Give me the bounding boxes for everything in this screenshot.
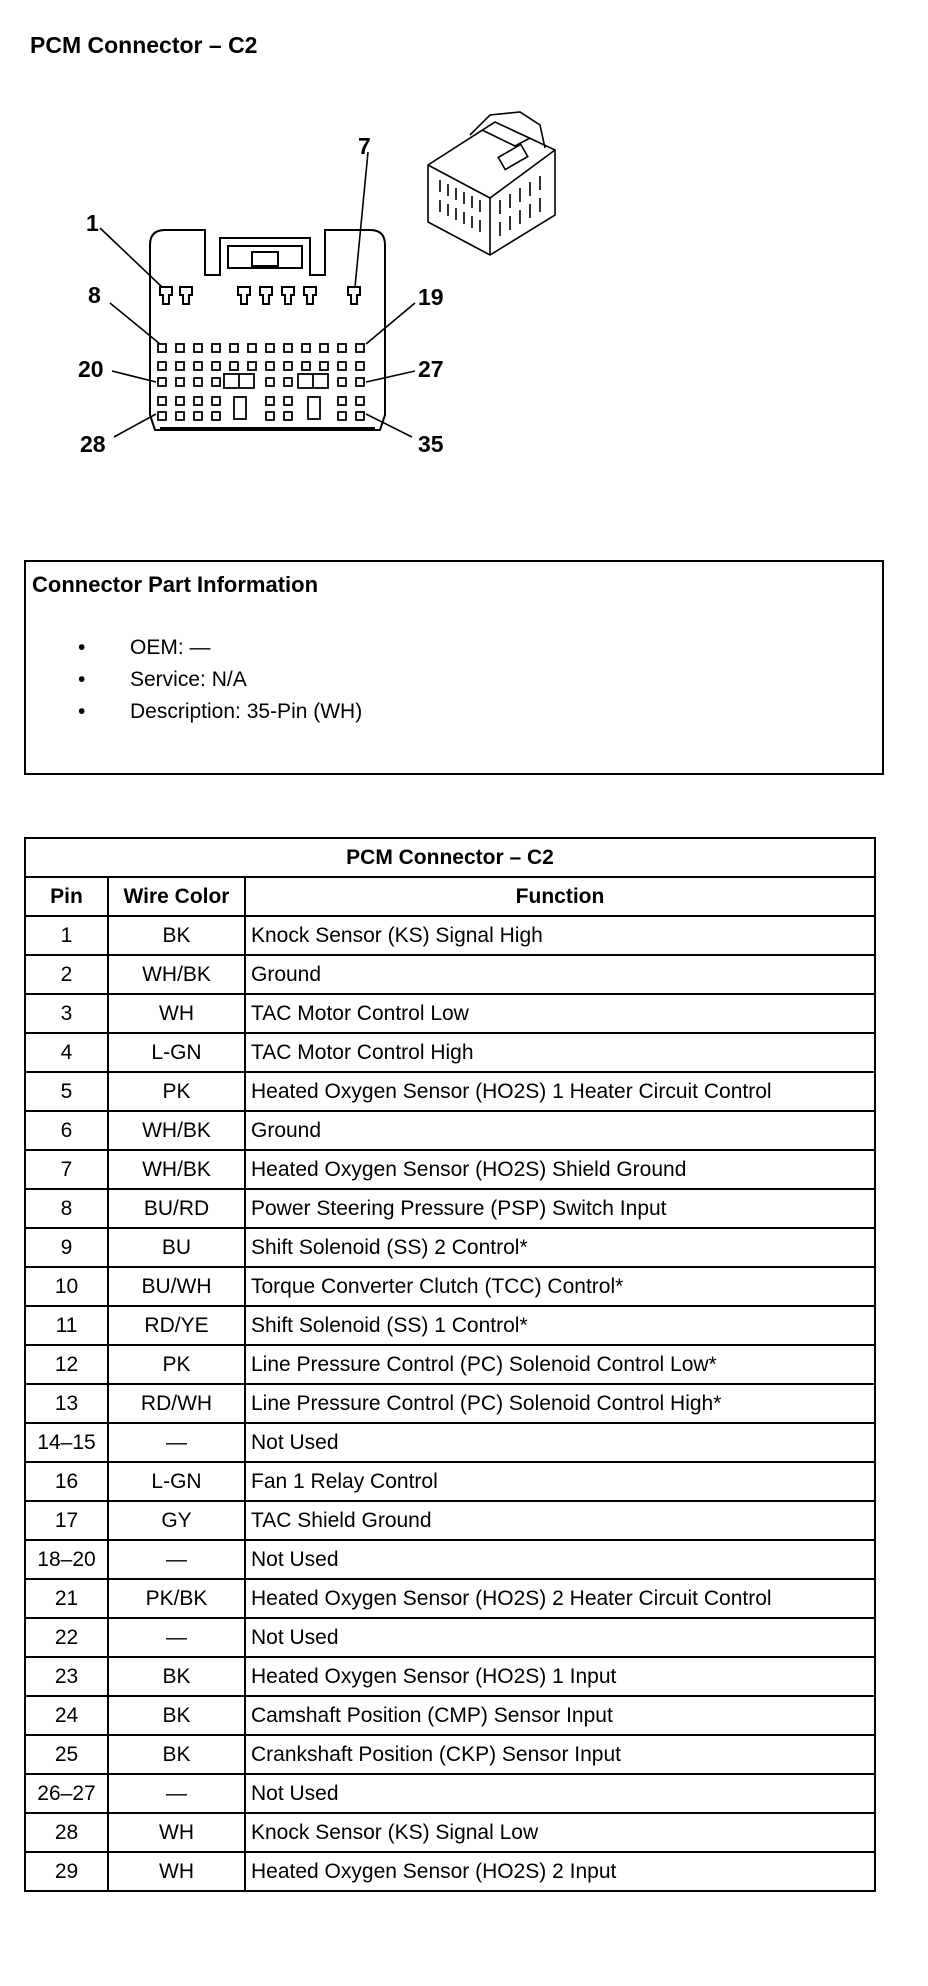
- pin-cell: 4: [25, 1033, 108, 1072]
- table-row: [25, 1618, 875, 1657]
- part-info-service: Service: N/A: [130, 668, 247, 691]
- wire-color-cell: WH/BK: [108, 1111, 245, 1150]
- function-cell: Shift Solenoid (SS) 2 Control*: [245, 1228, 875, 1267]
- header-function: Function: [245, 877, 875, 916]
- table-row: [25, 1813, 875, 1852]
- leader-lines: [100, 152, 415, 437]
- bullet-icon: •: [78, 668, 86, 691]
- wire-color-cell: BU: [108, 1228, 245, 1267]
- wire-color-cell: WH/BK: [108, 1150, 245, 1189]
- function-cell: Torque Converter Clutch (TCC) Control*: [245, 1267, 875, 1306]
- table-row: [25, 1696, 875, 1735]
- table-row: [25, 955, 875, 994]
- part-info-list: [26, 632, 362, 728]
- function-cell: Not Used: [245, 1540, 875, 1579]
- table-row: [25, 1267, 875, 1306]
- table-row: [25, 1657, 875, 1696]
- wire-color-cell: L-GN: [108, 1462, 245, 1501]
- wire-color-cell: GY: [108, 1501, 245, 1540]
- part-info-heading: Connector Part Information: [32, 572, 319, 597]
- table-row: [25, 1189, 875, 1228]
- function-cell: Line Pressure Control (PC) Solenoid Control High*: [245, 1384, 875, 1423]
- function-cell: Not Used: [245, 1423, 875, 1462]
- function-cell: TAC Shield Ground: [245, 1501, 875, 1540]
- function-cell: Heated Oxygen Sensor (HO2S) 2 Heater Circuit Control: [245, 1579, 875, 1618]
- wire-color-cell: BK: [108, 1735, 245, 1774]
- pin-cell: 6: [25, 1111, 108, 1150]
- part-info-description: Description: 35-Pin (WH): [130, 700, 363, 723]
- pin-cell: 18–20: [25, 1540, 108, 1579]
- pin-label-28: 28: [80, 431, 106, 457]
- pin-cell: 1: [25, 916, 108, 955]
- function-cell: Heated Oxygen Sensor (HO2S) 1 Input: [245, 1657, 875, 1696]
- wire-color-cell: —: [108, 1423, 245, 1462]
- pin-cell: 12: [25, 1345, 108, 1384]
- pin-cell: 23: [25, 1657, 108, 1696]
- pin-cell: 3: [25, 994, 108, 1033]
- table-row: [25, 1462, 875, 1501]
- function-cell: Not Used: [245, 1774, 875, 1813]
- header-pin: Pin: [25, 877, 108, 916]
- connector-diagram: [0, 0, 928, 480]
- table-row: [25, 1150, 875, 1189]
- table-caption-row: [25, 838, 875, 877]
- table-row: [25, 1423, 875, 1462]
- table-row: [25, 1579, 875, 1618]
- wire-color-cell: BU/WH: [108, 1267, 245, 1306]
- wire-color-cell: PK/BK: [108, 1579, 245, 1618]
- connector-part-info: [24, 560, 884, 775]
- wire-color-cell: RD/WH: [108, 1384, 245, 1423]
- connector-3d-view: [428, 112, 555, 255]
- pin-cell: 17: [25, 1501, 108, 1540]
- table-row: [25, 994, 875, 1033]
- page-title: PCM Connector – C2: [30, 32, 258, 58]
- function-cell: TAC Motor Control Low: [245, 994, 875, 1033]
- table-row: [25, 1540, 875, 1579]
- connector-face: [150, 230, 385, 430]
- pin-cell: 22: [25, 1618, 108, 1657]
- table-row: [25, 1306, 875, 1345]
- pin-cell: 26–27: [25, 1774, 108, 1813]
- table-row: [25, 1228, 875, 1267]
- table-row: [25, 1735, 875, 1774]
- pin-label-35: 35: [418, 431, 444, 457]
- function-cell: Camshaft Position (CMP) Sensor Input: [245, 1696, 875, 1735]
- pin-label-19: 19: [418, 284, 444, 310]
- part-info-item: [26, 696, 362, 728]
- function-cell: Heated Oxygen Sensor (HO2S) Shield Ground: [245, 1150, 875, 1189]
- pin-label-8: 8: [88, 282, 101, 308]
- function-cell: Crankshaft Position (CKP) Sensor Input: [245, 1735, 875, 1774]
- pin-cell: 16: [25, 1462, 108, 1501]
- function-cell: Power Steering Pressure (PSP) Switch Input: [245, 1189, 875, 1228]
- table-caption: PCM Connector – C2: [25, 838, 875, 877]
- pin-cell: 7: [25, 1150, 108, 1189]
- wire-color-cell: —: [108, 1774, 245, 1813]
- part-info-item: [26, 664, 362, 696]
- table-row: [25, 1033, 875, 1072]
- table-row: [25, 1774, 875, 1813]
- pin-cell: 29: [25, 1852, 108, 1891]
- function-cell: Knock Sensor (KS) Signal High: [245, 916, 875, 955]
- pin-label-20: 20: [78, 356, 104, 382]
- pin-cell: 8: [25, 1189, 108, 1228]
- wire-color-cell: BK: [108, 1696, 245, 1735]
- wire-color-cell: L-GN: [108, 1033, 245, 1072]
- table-body: [25, 916, 875, 1891]
- pin-cell: 2: [25, 955, 108, 994]
- pin-cell: 5: [25, 1072, 108, 1111]
- table-row: [25, 1345, 875, 1384]
- pin-label-7: 7: [358, 133, 371, 159]
- wire-color-cell: WH/BK: [108, 955, 245, 994]
- wire-color-cell: WH: [108, 1813, 245, 1852]
- function-cell: Knock Sensor (KS) Signal Low: [245, 1813, 875, 1852]
- pinout-table: [24, 837, 876, 1892]
- table-row: [25, 1501, 875, 1540]
- pin-cell: 25: [25, 1735, 108, 1774]
- part-info-oem: OEM: —: [130, 636, 211, 659]
- wire-color-cell: BU/RD: [108, 1189, 245, 1228]
- wire-color-cell: PK: [108, 1345, 245, 1384]
- table-header-row: [25, 877, 875, 916]
- table-row: [25, 1072, 875, 1111]
- function-cell: Not Used: [245, 1618, 875, 1657]
- pin-cell: 24: [25, 1696, 108, 1735]
- top-terminals: [160, 287, 360, 304]
- function-cell: Ground: [245, 1111, 875, 1150]
- wire-color-cell: —: [108, 1540, 245, 1579]
- cavity-grid: [158, 344, 364, 420]
- wire-color-cell: PK: [108, 1072, 245, 1111]
- function-cell: Line Pressure Control (PC) Solenoid Control Low*: [245, 1345, 875, 1384]
- table-row: [25, 1111, 875, 1150]
- bullet-icon: •: [78, 700, 86, 723]
- function-cell: Heated Oxygen Sensor (HO2S) 1 Heater Circuit Control: [245, 1072, 875, 1111]
- pin-cell: 13: [25, 1384, 108, 1423]
- function-cell: TAC Motor Control High: [245, 1033, 875, 1072]
- function-cell: Shift Solenoid (SS) 1 Control*: [245, 1306, 875, 1345]
- part-info-item: [26, 632, 362, 664]
- pin-cell: 14–15: [25, 1423, 108, 1462]
- wire-color-cell: WH: [108, 994, 245, 1033]
- header-wire-color: Wire Color: [108, 877, 245, 916]
- table-row: [25, 1852, 875, 1891]
- wire-color-cell: BK: [108, 1657, 245, 1696]
- pin-label-27: 27: [418, 356, 444, 382]
- function-cell: Ground: [245, 955, 875, 994]
- wire-color-cell: WH: [108, 1852, 245, 1891]
- pin-cell: 21: [25, 1579, 108, 1618]
- table-row: [25, 916, 875, 955]
- table-row: [25, 1384, 875, 1423]
- pin-cell: 10: [25, 1267, 108, 1306]
- pin-cell: 11: [25, 1306, 108, 1345]
- wire-color-cell: RD/YE: [108, 1306, 245, 1345]
- pin-cell: 28: [25, 1813, 108, 1852]
- pin-cell: 9: [25, 1228, 108, 1267]
- pin-label-1: 1: [86, 210, 99, 236]
- bullet-icon: •: [78, 636, 86, 659]
- function-cell: Heated Oxygen Sensor (HO2S) 2 Input: [245, 1852, 875, 1891]
- wire-color-cell: —: [108, 1618, 245, 1657]
- function-cell: Fan 1 Relay Control: [245, 1462, 875, 1501]
- wire-color-cell: BK: [108, 916, 245, 955]
